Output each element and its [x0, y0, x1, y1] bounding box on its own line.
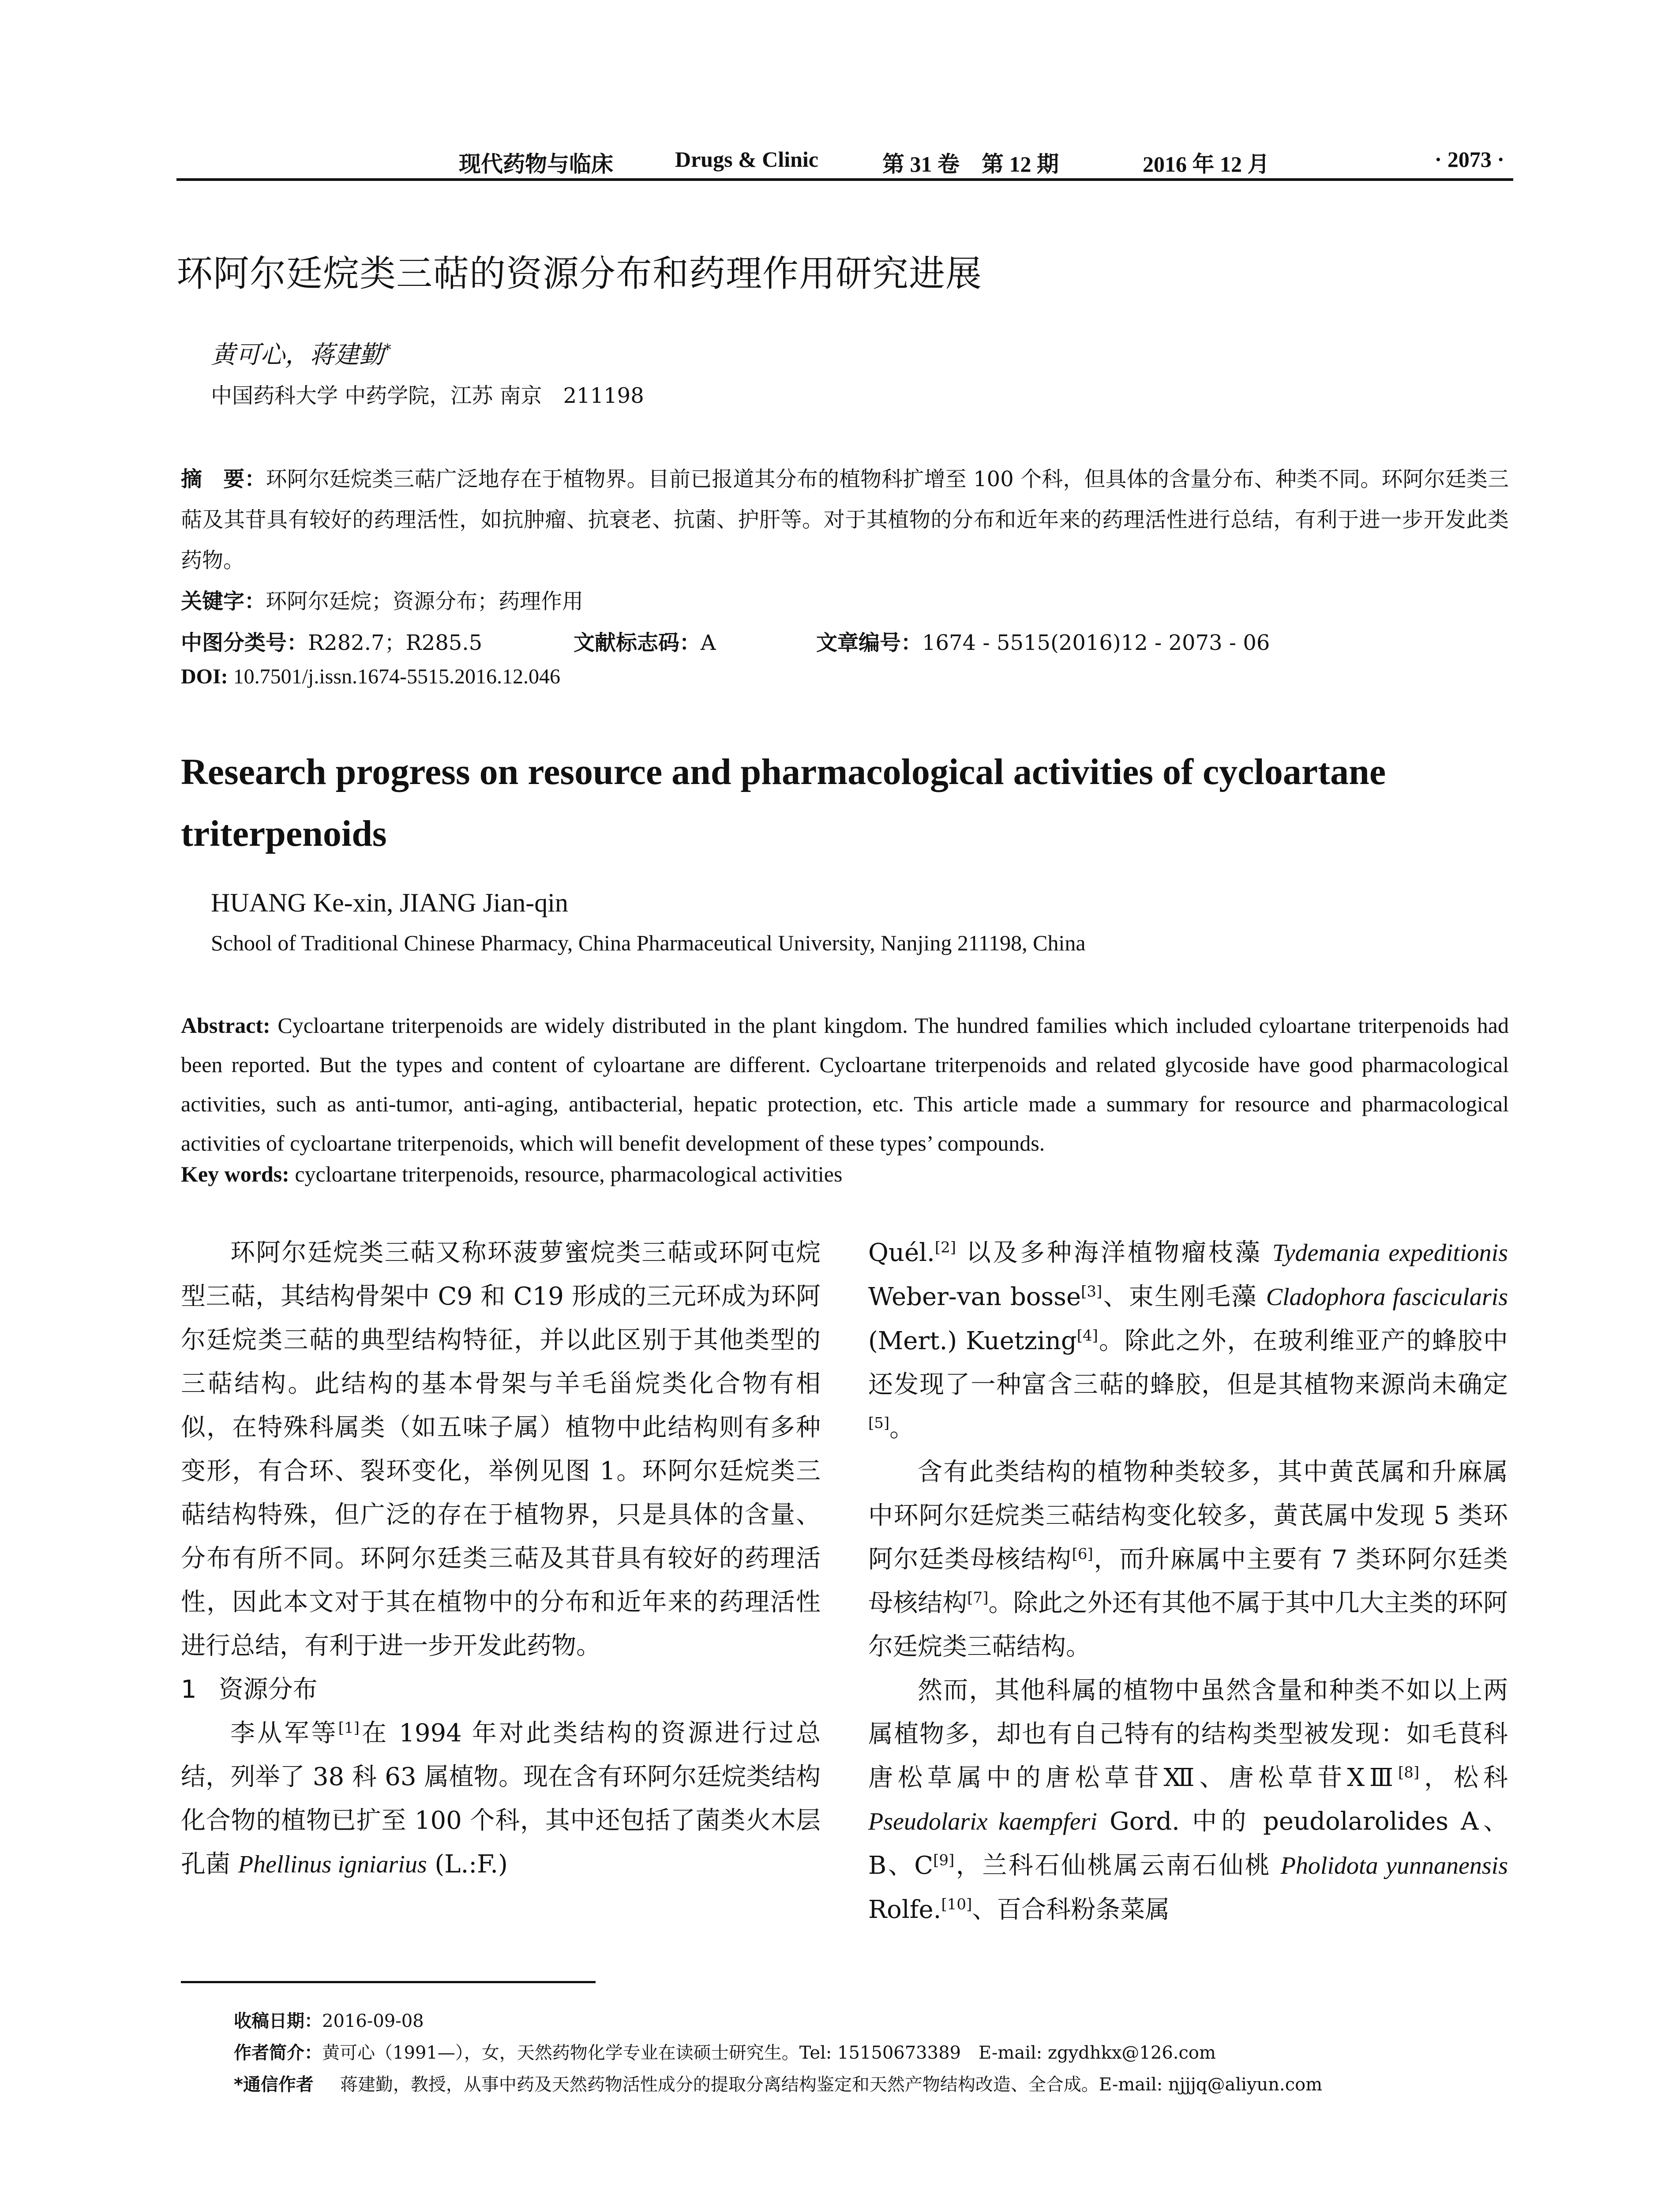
section-title: 资源分布 [218, 1675, 318, 1704]
body-column-right [868, 1231, 1508, 1932]
paragraph-resource-2 [868, 1450, 1508, 1669]
text-run: 李从军等 [230, 1719, 338, 1748]
keywords-en-text: cycloartane triterpenoids, resource, pharmacological activities [295, 1162, 843, 1186]
text-run: Rolfe. [868, 1895, 941, 1924]
text-run: ，兰科石仙桃属云南石仙桃 [954, 1851, 1281, 1880]
volume-issue: 第 31 卷 第 12 期 [882, 152, 1059, 176]
footnote-corresponding [234, 2069, 1513, 2101]
clc-label: 中图分类号： [181, 630, 308, 655]
running-header [176, 140, 1513, 181]
author-bio-value: 黄可心（1991—），女，天然药物化学专业在读硕士研究生。Tel: 15150673389 E-mail: zgydhkx@126.com [322, 2043, 1216, 2063]
section-heading-1 [181, 1668, 821, 1711]
text-run: ，松科 [1419, 1763, 1508, 1792]
title-cn: 环阿尔廷烷类三萜的资源分布和药理作用研究进展 [176, 253, 982, 295]
doc-value: A [701, 630, 716, 655]
citation-ref[interactable]: [2] [934, 1238, 956, 1257]
keywords-en [181, 1161, 842, 1187]
paragraph-resource-1 [181, 1711, 821, 1887]
citation-ref[interactable]: [5] [868, 1414, 890, 1432]
corresponding-mark: * [384, 341, 391, 359]
text-run: 。除此之外，在玻利维亚产的蜂胶中还发现了一种富含三萜的蜂胶，但是其植物来源尚未确定 [868, 1327, 1508, 1399]
text-run: 。除此之外还有其他不属于其中几大主类的环阿尔廷烷类三萜结构。 [868, 1589, 1508, 1661]
abstract-en-text: Cycloartane triterpenoids are widely distributed in the plant kingdom. The hundred families which included cyloartane triterpenoids had been reported. But the types and content of cyloartane are different. Cycloartane triterpenoids and related glycoside have good pharmacological activities, such as anti-tumor, anti-aging, antibacterial, hepatic protection, etc. This article made a summary for resource and pharmacological activities of cycloartane triterpenoids, which will benefit development of these types’ compounds. [181, 1013, 1509, 1156]
paragraph-resource-1-cont: Quél.[2] 以及多种海洋植物瘤枝藻 Tydemania expeditionis Weber-van bosse[3]、束生刚毛藻 Cladophora fascicularis (Mert.) Kuetzing[4]。除此之外，在玻利维亚产的蜂胶中还发现了一种富含三萜的蜂胶，但是其植物来源尚未确定[5]。 [868, 1238, 1508, 1443]
document-code [574, 626, 716, 656]
abstract-cn-label: 摘 要： [181, 467, 266, 491]
corresponding-label: *通信作者 [234, 2075, 314, 2095]
doi-line [181, 664, 560, 689]
species-name: Cladophora fascicularis [1266, 1283, 1508, 1311]
keywords-en-label: Key words: [181, 1162, 289, 1186]
citation-ref[interactable]: [10] [941, 1895, 972, 1913]
authors-en: HUANG Ke-xin, JIANG Jian-qin [211, 888, 568, 917]
text-run: Weber-van bosse [868, 1283, 1081, 1311]
author-bio-label: 作者简介： [234, 2043, 322, 2063]
species-name: Pseudolarix kaempferi [868, 1808, 1097, 1835]
species-name: Pholidota yunnanensis [1280, 1852, 1508, 1880]
authors-cn [211, 335, 391, 371]
received-value: 2016-09-08 [322, 2011, 424, 2031]
abstract-cn-text: 环阿尔廷烷类三萜广泛地存在于植物界。目前已报道其分布的植物科扩增至 100 个科，但具体的含量分布、种类不同。环阿尔廷类三萜及其苷具有较好的药理活性，如抗肿瘤、抗衰老、抗菌、护肝等。对于其植物的分布和近年来的药理活性进行总结，有利于进一步开发此类药物。 [181, 467, 1509, 573]
footnotes [234, 2005, 1513, 2101]
footnote-author [234, 2037, 1513, 2069]
text-run: (Mert.) Kuetzing [868, 1327, 1077, 1355]
journal-name-cn: 现代药物与临床 [459, 152, 613, 176]
species-name: Phellinus igniarius [238, 1851, 427, 1878]
citation-ref[interactable]: [9] [933, 1851, 955, 1869]
text-run: 、束生刚毛藻 [1102, 1283, 1266, 1311]
text-run: 在 1994 年对此类结构的资源进行过总结，列举了 38 科 63 属植物。现在含有环阿尔廷烷类结构化合物的植物已扩至 100 个科，其中还包括了菌类火木层孔菌 [181, 1719, 821, 1879]
text-run: 、百合科粉条菜属 [972, 1895, 1170, 1924]
article-label: 文章编号： [816, 630, 922, 655]
citation-ref[interactable]: [1] [338, 1719, 360, 1737]
issue-date: 2016 年 12 月 [1143, 152, 1270, 176]
corresponding-value: 蒋建勤，教授，从事中药及天然药物活性成分的提取分离结构鉴定和天然产物结构改造、全合成。E-mail: njjjq@aliyun.com [340, 2075, 1323, 2095]
text-run: (L.:F.) [427, 1850, 508, 1879]
abstract-en-label: Abstract: [181, 1013, 270, 1038]
classification-line [181, 626, 1509, 657]
section-number: 1 [181, 1675, 197, 1704]
intro-paragraph: 环阿尔廷烷类三萜又称环菠萝蜜烷类三萜或环阿屯烷型三萜，其结构骨架中 C9 和 C19 形成的三元环成为环阿尔廷烷类三萜的典型结构特征，并以此区别于其他类型的三萜结构。此结构的基本骨架与羊毛甾烷类化合物有相似，在特殊科属类（如五味子属）植物中此结构则有多种变形，有合环、裂环变化，举例见图 1。环阿尔廷烷类三萜结构特殊，但广泛的存在于植物界，只是具体的含量、分布有所不同。环阿尔廷类三萜及其苷具有较好的药理活性，因此本文对于其在植物中的分布和近年来的药理活性进行总结，有利于进一步开发此药物。 [181, 1238, 821, 1660]
clc-value: R282.7；R285.5 [308, 630, 483, 655]
doc-label: 文献标志码： [574, 630, 701, 655]
abstract-en [181, 1006, 1509, 1163]
journal-name-en: Drugs & Clinic [675, 147, 818, 172]
body-column-left [181, 1231, 821, 1887]
clc-number [181, 626, 482, 656]
citation-ref[interactable]: [8] [1398, 1763, 1420, 1782]
citation-ref[interactable]: [3] [1081, 1283, 1102, 1301]
keywords-cn-text: 环阿尔廷烷；资源分布；药理作用 [266, 589, 584, 614]
citation-ref[interactable]: [4] [1076, 1327, 1098, 1345]
title-en: Research progress on resource and pharmacological activities of cycloartane triterpenoids [181, 751, 1386, 854]
text-run: 。 [889, 1414, 915, 1443]
footnote-divider [181, 1981, 596, 1983]
paragraph-resource-3 [868, 1669, 1508, 1932]
keywords-cn-label: 关键字： [181, 589, 266, 614]
species-name: Tydemania expeditionis [1272, 1239, 1508, 1267]
doi-label: DOI: [181, 665, 228, 688]
text-run: ，而升麻属中主要有 7 类环阿尔廷类母核结构 [868, 1545, 1508, 1617]
affiliation-cn: 中国药科大学 中药学院，江苏 南京 211198 [211, 383, 644, 408]
text-run: 以及多种海洋植物瘤枝藻 [956, 1238, 1272, 1267]
affiliation-en: School of Traditional Chinese Pharmacy, China Pharmaceutical University, Nanjing 211198, China [211, 930, 1086, 955]
page-number: · 2073 · [1434, 147, 1504, 172]
text-run: 含有此类结构的植物种类较多，其中黄芪属和升麻属中环阿尔廷烷类三萜结构变化较多，黄芪属中发现 5 类环阿尔廷类母核结构 [868, 1458, 1508, 1574]
abstract-cn [181, 459, 1509, 581]
citation-ref[interactable]: [7] [967, 1589, 989, 1607]
text-run: Gord. 中的 peudolarolides A、B、C [868, 1807, 1508, 1880]
citation-ref[interactable]: [6] [1072, 1545, 1093, 1563]
text-run: 然而，其他科属的植物中虽然含量和种类不如以上两属植物多，却也有自己特有的结构类型被发现：如毛茛科唐松草属中的唐松草苷Ⅻ、唐松草苷ⅩⅢ [868, 1676, 1508, 1792]
received-label: 收稿日期： [234, 2011, 322, 2031]
footnote-received [234, 2005, 1513, 2037]
doi-value[interactable]: 10.7501/j.issn.1674-5515.2016.12.046 [233, 665, 561, 688]
article-value: 1674 - 5515(2016)12 - 2073 - 06 [922, 630, 1270, 655]
authors-cn-names: 黄可心，蒋建勤 [211, 341, 384, 369]
article-number [816, 626, 1270, 656]
keywords-cn [181, 584, 583, 615]
